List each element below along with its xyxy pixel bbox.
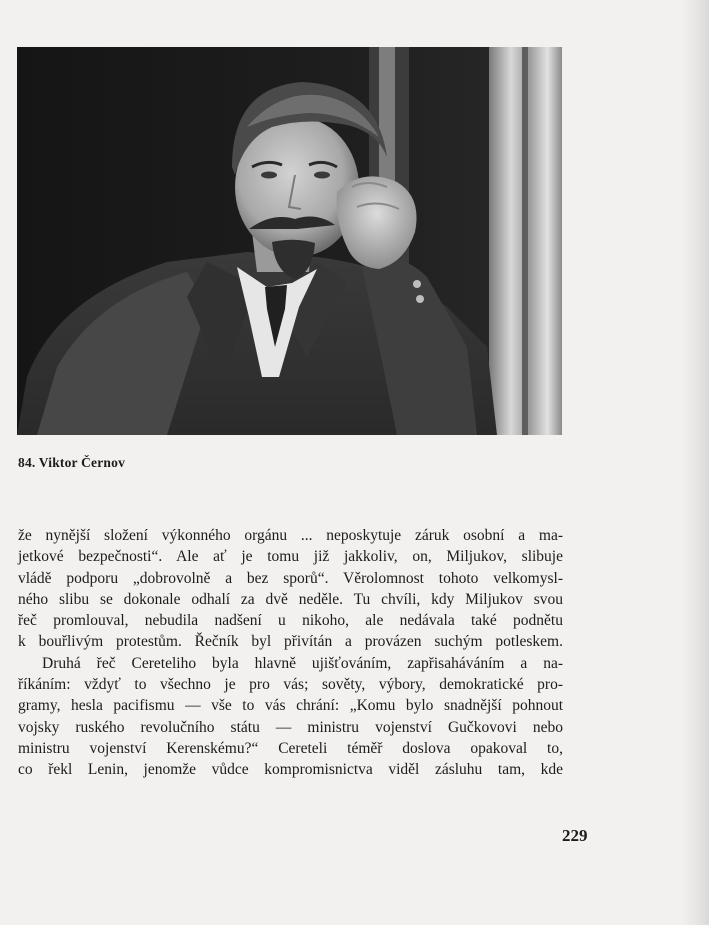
page-edge-shadow [681, 0, 709, 925]
text-line: ministru vojenství Kerenskému?“ Cereteli téměř doslova opakoval to, [18, 739, 563, 757]
text-line: k bouřlivým protestům. Řečník byl přivítán a provázen suchým potleskem. [18, 633, 563, 651]
text-line: vládě podporu „dobrovolně a bez sporů“. Věrolomnost tohoto velkomysl- [18, 569, 563, 587]
text-line: gramy, hesla pacifismu — vše to vás chrání: „Komu bylo snadnější pohnout [18, 697, 563, 715]
text-line: že nynější složení výkonného orgánu ... neposkytuje záruk osobní a ma- [18, 527, 563, 544]
body-text [18, 525, 563, 781]
portrait-photo [17, 47, 562, 435]
text-line: vojsky ruského revolučního státu — ministru vojenství Gučkovovi nebo [18, 718, 563, 736]
text-line: Druhá řeč Cereteliho byla hlavně ujišťováním, zapřisaháváním a na- [42, 654, 563, 672]
text-line: ného slibu se dokonale odhalí za dvě neděle. Tu chvíli, kdy Miljukov svou [18, 590, 563, 608]
figure-caption: 84. Viktor Černov [18, 455, 126, 470]
text-line: co řekl Lenin, jenomže vůdce kompromisnictva viděl zásluhu tam, kde [18, 761, 563, 779]
page-number: 229 [562, 826, 588, 845]
text-line: jetkové bezpečnosti“. Ale ať je tomu již jakkoliv, on, Miljukov, slibuje [18, 548, 563, 566]
text-line: řeč promlouval, nebudila nadšení u nikoho, ale nedávala také podnětu [18, 612, 563, 630]
text-line: říkáním: vždyť to všechno je pro vás; sověty, výbory, demokratické pro- [18, 676, 563, 694]
